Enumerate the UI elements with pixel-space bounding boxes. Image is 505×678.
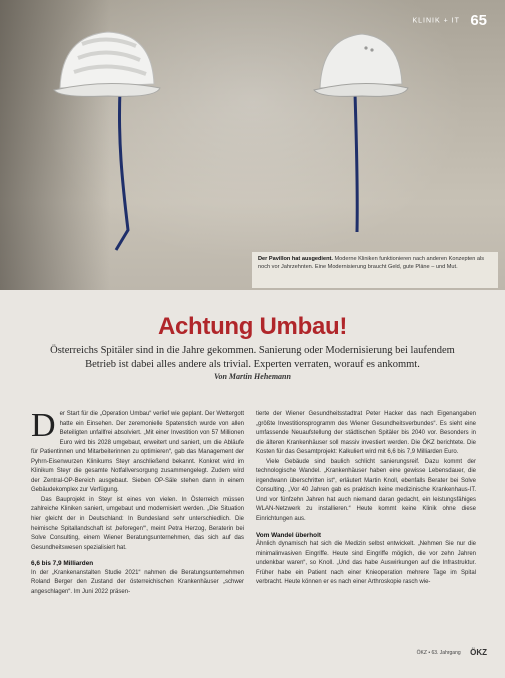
paragraph: tierte der Wiener Gesundheitsstadtrat Peter Hacker das nach Eigenangaben „größte Investitionsprogramm des Wiener Gesundheitsverbundes“. Es sieht eine umfassende Neuaufstellung der städtischen Spitäler bis 2040 vor. Besonders in die älteren Krankenhäuser soll massiv investiert werden. Die ÖKZ berichtete. Die Kosten für das Gesamtprojekt: Kalkuliert wird mit 6,6 bis 7,9 Milliarden Euro. xyxy=(256,411,476,456)
hero-photo xyxy=(0,0,505,290)
footer-badge: ÖKZ xyxy=(470,648,487,658)
byline: Von Martin Hehemann xyxy=(214,372,291,381)
right-helmet-stick xyxy=(335,92,375,247)
paragraph: Viele Gebäude sind baulich schlicht sanierungsreif. Dazu kommt der technologische Wandel. „Krankenhäuser haben eine gewisse Lebensdauer, die irgendwann überschritten ist“, erläutert Martin Knoll, ebenfalls Berater bei Solve Consulting. „Vor 40 Jahren gab es praktisch keine medizinische Krankenhaus-IT. Und vor fünfzehn Jahren hat auch niemand daran gedacht, ein leistungsfähiges WLAN-Netzwerk zu installieren.“ Heute kommt keine Klinik ohne diese Einrichtungen aus. xyxy=(256,458,476,523)
running-head xyxy=(412,12,487,30)
subheading: Vom Wandel überholt xyxy=(256,531,321,539)
column-right xyxy=(256,410,476,588)
footer-info: ÖKZ • 63. Jahrgang xyxy=(416,649,461,656)
paragraph: Ähnlich dynamisch hat sich die Medizin selbst entwickelt. „Nehmen Sie nur die minimalinvasiven Eingriffe. Heute sind Eingriffe möglich, die vor zehn Jahren undenkbar waren“, so Knoll. „Und das habe Auswirkungen auf die Infrastruktur. Früher habe ein Patient nach einer Knieoperation mehrere Tage im Spital verbracht. Heute können er es nach einer Arthroskopie rasch wie- xyxy=(256,541,476,586)
section-label: KLINIK + IT xyxy=(412,17,460,25)
caption-text: Moderne Kliniken funktionieren nach anderen Konzepten als noch vor Jahrzehnten. Eine Modernisierung braucht Geld, gute Pläne – und Mut. xyxy=(258,256,485,270)
drop-cap: D xyxy=(31,407,56,444)
paragraph: Das Bauprojekt in Steyr ist eines von vielen. In Österreich müssen zahlreiche Kliniken saniert, umgebaut und modernisiert werden. „Die Situation hier gleicht der in Deutschland: In Bundesland sehr unterschiedlich. Die heimische Spitallandschaft ist ‚beforegen‘“, meint Petra Herzog, Beraterin bei Solve Consulting, einem Wiener Beratungsunternehmen, das sich auf das Gesundheitswesen spezialisiert hat. xyxy=(31,496,244,551)
page-footer xyxy=(417,644,487,662)
paragraph: er Start für die „Operation Umbau“ verlief wie geplant. Der Wettergott hatte ein Einsehen. Der zeremonielle Spatenstich wurde von allen Beteiligten unfallfrei absolviert. „Mit einer Investition von 57 Millionen Euro wird bis 2028 umgebaut, erweitert und saniert, um die Abläufe für Patientinnen und Mitarbeiterinnen zu optimieren“, gab das Management der Pyhrn-Eisenwurzen Klinikums Steyr anschließend bekannt. Konkret wird im Klinikum Steyr die gesamte Notfallversorgung zusammengelegt. Zudem wird der Zentral-OP-Bereich ausgebaut. Sieben OP-Säle stehen dann in einem Gebäudekomplex zur Verfügung. xyxy=(31,411,244,494)
subheading: 6,6 bis 7,9 Milliarden xyxy=(31,560,94,568)
paragraph: In der „Krankenanstalten Studie 2021“ nahmen die Beratungsunternehmen Roland Berger den Zustand der österreichischen Krankenhäuser „schwer angeschlagen“. Im Juni 2022 präsen- xyxy=(31,569,244,595)
photo-caption xyxy=(252,252,498,288)
article-title: Achtung Umbau! xyxy=(157,313,348,340)
right-helmet-icon xyxy=(310,28,410,102)
left-helmet-stick xyxy=(90,90,150,260)
column-left xyxy=(31,407,244,597)
caption-bold: Der Pavillon hat ausgedient. xyxy=(258,256,333,262)
article-lead: Österreichs Spitäler sind in die Jahre gekommen. Sanierung oder Modernisierung bei laufendem Betrieb ist dabei alles andere als trivial. Experten verraten, worauf es ankommt. xyxy=(50,345,455,370)
page-number: 65 xyxy=(470,12,487,30)
left-helmet-icon xyxy=(52,24,162,104)
